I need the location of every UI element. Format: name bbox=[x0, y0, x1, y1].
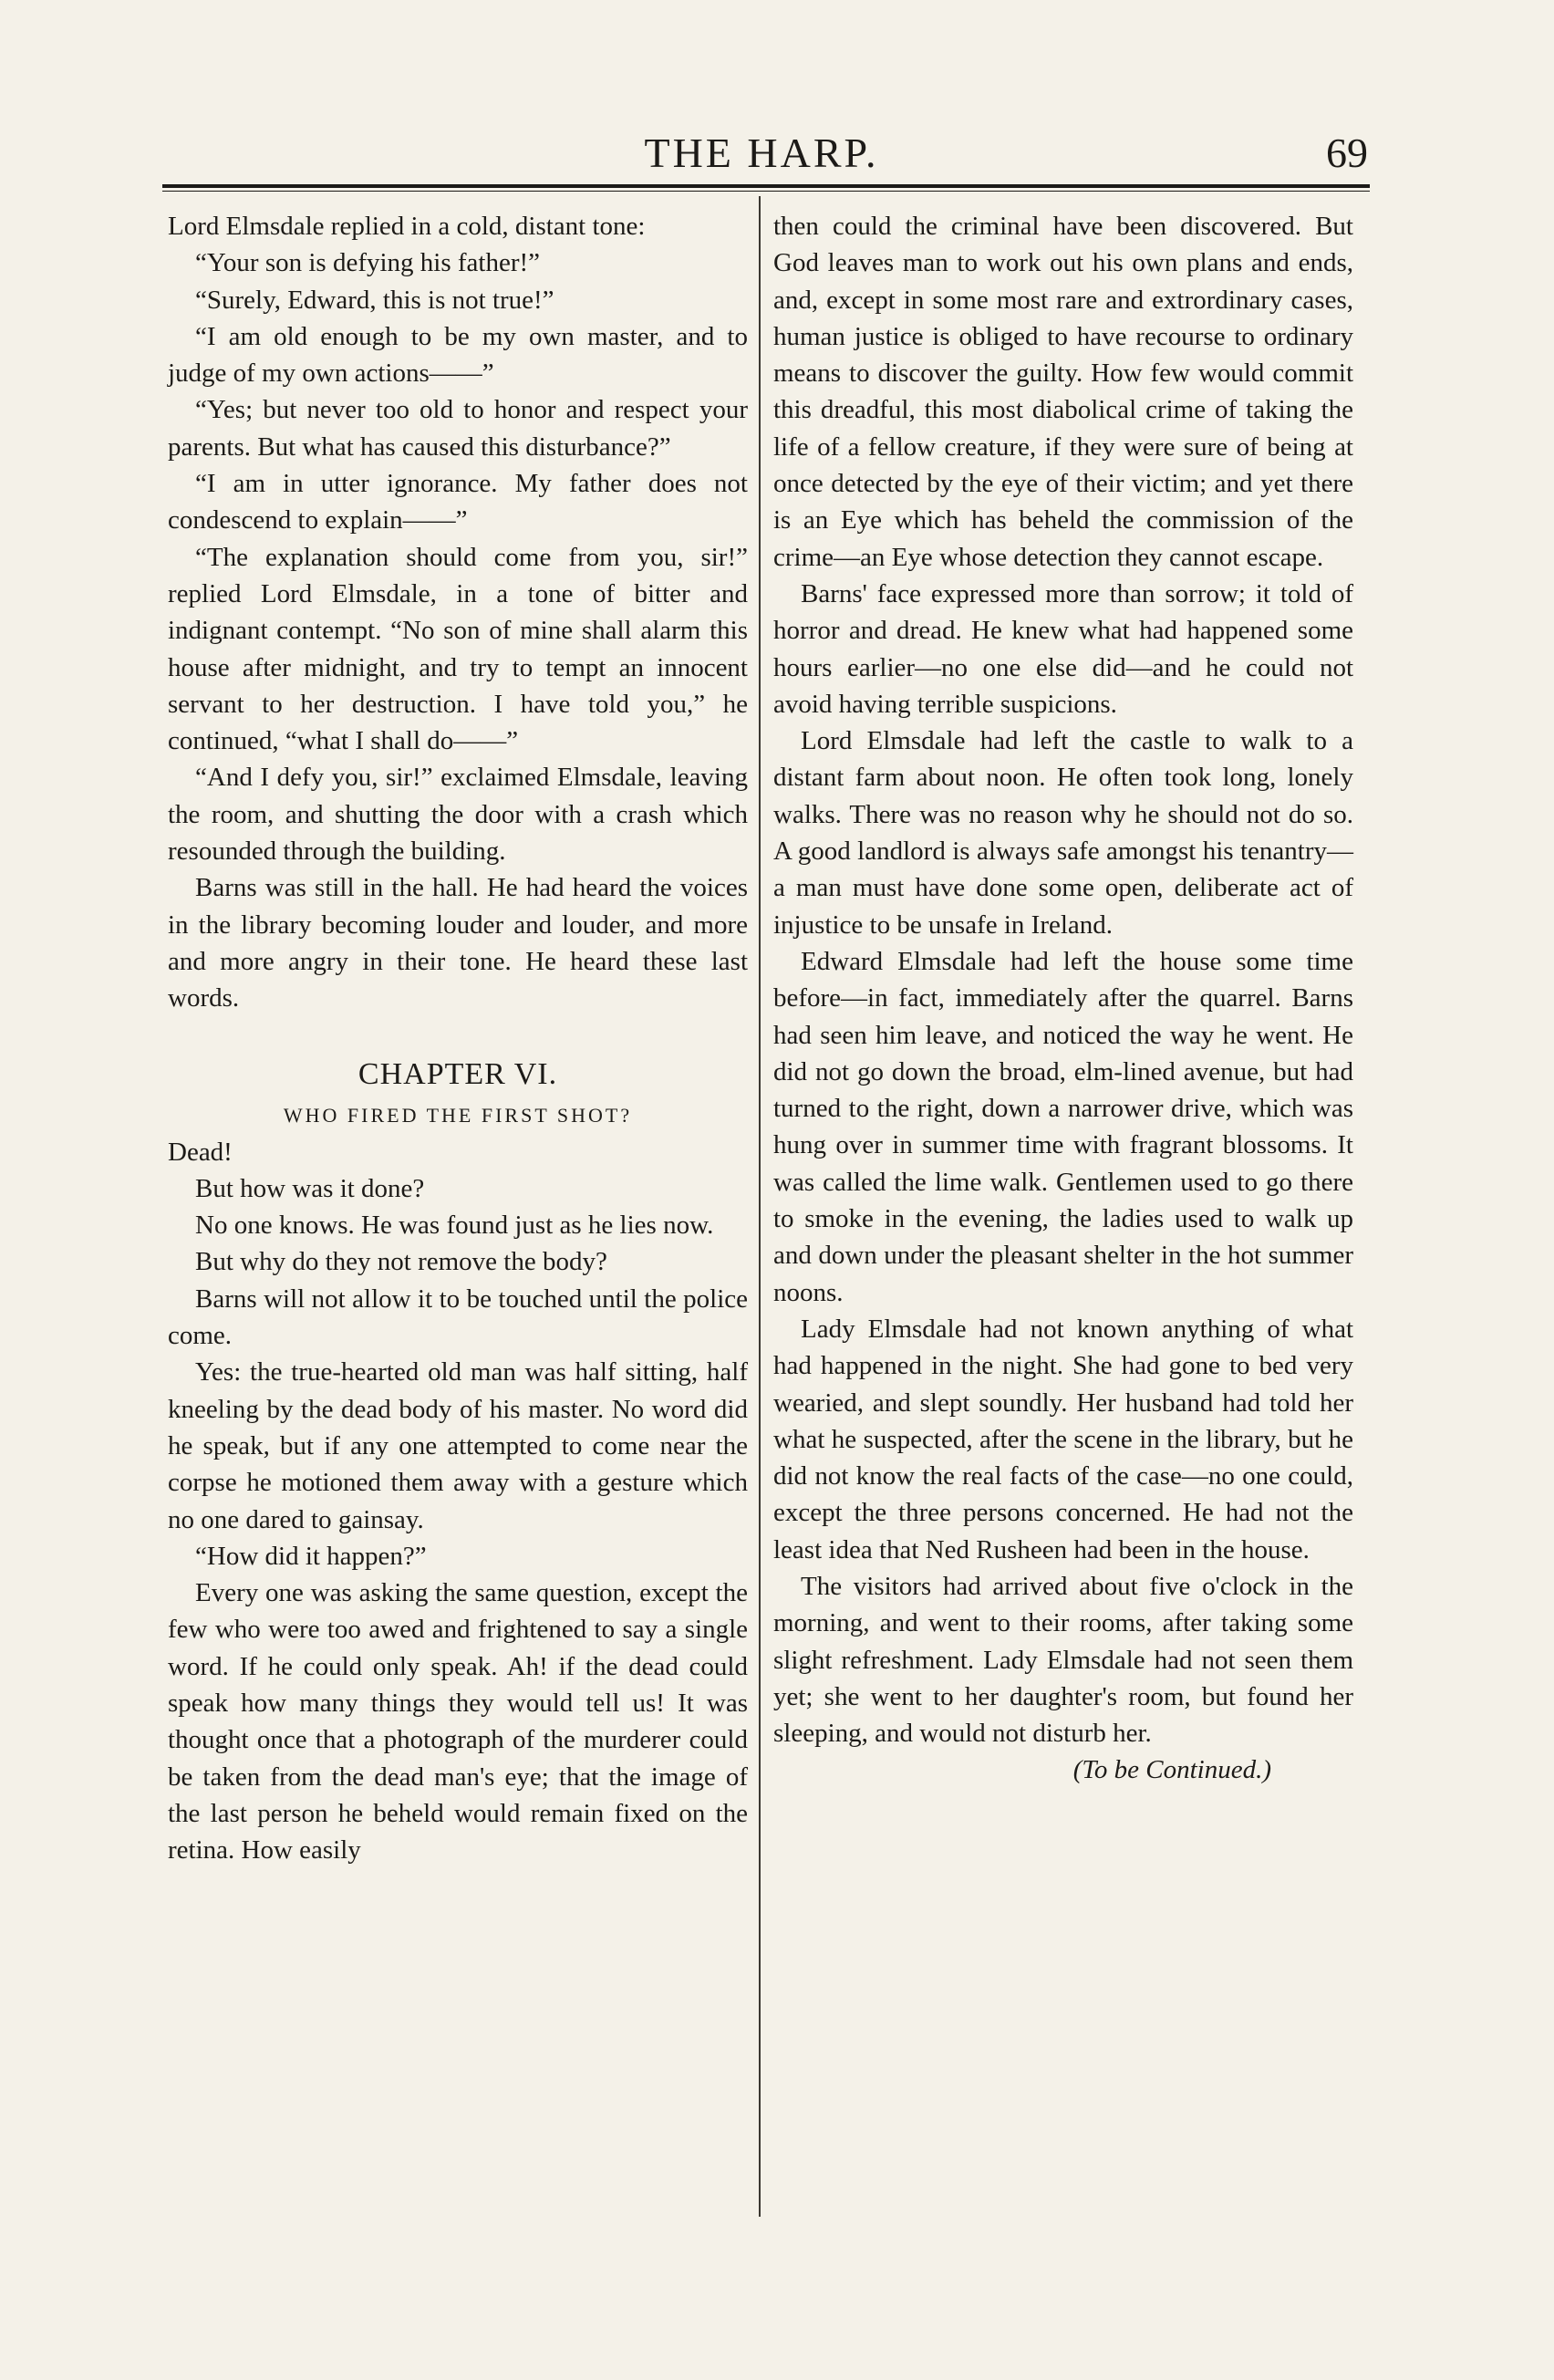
header-rule-thin bbox=[162, 191, 1370, 192]
paragraph: Yes: the true-hearted old man was half sitting, half kneeling by the dead body of his master. No word did he speak, but if any one attempted to come near the corpse he motioned them away with a gesture which no one dared to gainsay. bbox=[168, 1357, 748, 1534]
paragraph: Barns will not allow it to be touched until the police come. bbox=[168, 1284, 748, 1351]
paragraph: Lord Elmsdale replied in a cold, distant tone: bbox=[168, 212, 646, 241]
paragraph: “How did it happen?” bbox=[195, 1541, 427, 1571]
paragraph: But how was it done? bbox=[195, 1173, 425, 1203]
paragraph: “Yes; but never too old to honor and respect your parents. But what has caused this disturbance?” bbox=[168, 395, 748, 462]
paragraph: “I am old enough to be my own master, and to judge of my own actions——” bbox=[168, 321, 748, 389]
column-divider bbox=[759, 196, 761, 2217]
chapter-subtitle: WHO FIRED THE FIRST SHOT? bbox=[283, 1103, 633, 1127]
page-header bbox=[155, 128, 1368, 182]
paragraph: “The explanation should come from you, sir!” replied Lord Elmsdale, in a tone of bitter and indignant contempt. “No son of mine shall alarm this house after midnight, and try to tempt an innocent servant to her destruction. I have told you,” he continued, “what I shall do——” bbox=[168, 542, 748, 756]
paragraph: “And I defy you, sir!” exclaimed Elmsdale, leaving the room, and shutting the door with a crash which resounded through the building. bbox=[168, 763, 748, 867]
paragraph: Edward Elmsdale had left the house some time before—in fact, immediately after the quarrel. Barns had seen him leave, and noticed the way he went. He did not go down the broad, elm-lined avenue, but had turned to the right, down a narrower drive, which was hung over in summer time with fragrant blossoms. It was called the lime walk. Gentlemen used to go there to smoke in the evening, the ladies used to walk up and down under the pleasant shelter in the hot summer noons. bbox=[773, 946, 1353, 1307]
paragraph: The visitors had arrived about five o'clock in the morning, and went to their rooms, after taking some slight refreshment. Lady Elmsdale had not seen them yet; she went to her daughter's room, but found her sleeping, and would not disturb her. bbox=[773, 1571, 1353, 1749]
header-rule bbox=[162, 184, 1370, 188]
paragraph: Lady Elmsdale had not known anything of what had happened in the night. She had gone to bed very wearied, and slept soundly. Her husband had told her what he suspected, after the scene in the library, but he did not know the real facts of the case—no one could, except the three persons concerned. He had not the least idea that Ned Rusheen had been in the house. bbox=[773, 1314, 1353, 1564]
continued-note: (To be Continued.) bbox=[1072, 1755, 1271, 1785]
paragraph: No one knows. He was found just as he lies now. bbox=[195, 1211, 714, 1241]
paragraph: “I am in utter ignorance. My father does not condescend to explain——” bbox=[168, 469, 748, 535]
left-column bbox=[168, 208, 748, 2215]
page-number: 69 bbox=[1326, 130, 1368, 176]
paragraph: “Surely, Edward, this is not true!” bbox=[195, 285, 554, 315]
paragraph: Every one was asking the same question, except the few who were too awed and frightened to say a single word. If he could only speak. Ah! if the dead could speak how many things they would tell us! It was thought once that a photograph of the murderer could be taken from the dead man's eye; that the image of the last person he beheld would remain fixed on the retina. How easily bbox=[168, 1578, 748, 1866]
paragraph: Lord Elmsdale had left the castle to walk to a distant farm about noon. He often took long, lonely walks. There was no reason why he should not do so. A good landlord is always safe amongst his tenantry—a man must have done some open, deliberate act of injustice to be unsafe in Ireland. bbox=[773, 726, 1353, 940]
paragraph: Barns' face expressed more than sorrow; it told of horror and dread. He knew what had happened some hours earlier—no one else did—and he could not avoid having terrible suspicions. bbox=[773, 578, 1353, 719]
right-column bbox=[773, 208, 1353, 2215]
paragraph: But why do they not remove the body? bbox=[195, 1247, 607, 1277]
paragraph: then could the criminal have been discovered. But God leaves man to work out his own plans and ends, and, except in some most rare and extrordinary cases, human justice is obliged to have recourse to ordinary means to discover the guilty. How few would commit this dreadful, this most diabolical crime of taking the life of a fellow creature, if they were sure of being at once detected by the eye of their victim; and yet there is an Eye which has beheld the commission of the crime—an Eye whose detection they cannot escape. bbox=[773, 212, 1353, 572]
chapter-title: CHAPTER VI. bbox=[357, 1056, 558, 1091]
paragraph: “Your son is defying his father!” bbox=[195, 248, 541, 278]
paragraph: Barns was still in the hall. He had heard the voices in the library becoming louder and louder, and more and more angry in their tone. He heard these last words. bbox=[168, 873, 748, 1013]
page-title: THE HARP. bbox=[644, 130, 879, 176]
paragraph: Dead! bbox=[168, 1137, 233, 1167]
